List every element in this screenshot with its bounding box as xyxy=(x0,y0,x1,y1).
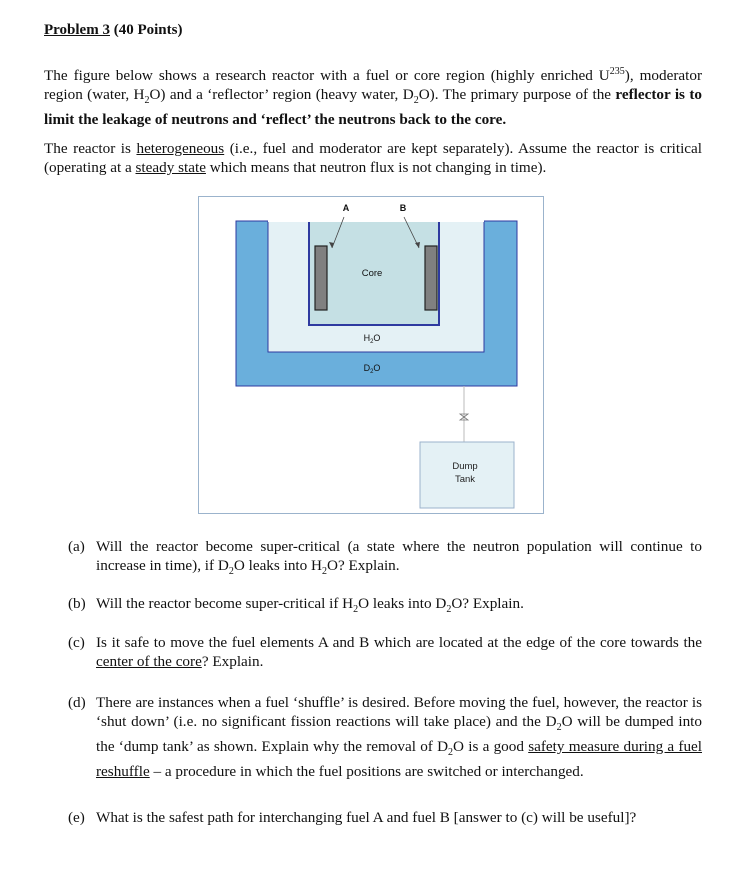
d2o-o: O xyxy=(373,363,381,373)
heterogeneous-term: heterogeneous xyxy=(136,140,225,157)
question-c xyxy=(68,633,702,671)
q-text: Will the reactor become super-critical if H xyxy=(96,595,354,612)
intro-text: O) and a ‘reflector’ region (heavy water, D xyxy=(149,86,414,104)
q-underlined: safety measure during a fuel reshuffle xyxy=(96,738,702,781)
q-text: O leaks into D xyxy=(358,595,447,612)
q-text: O will be dumped into the ‘dump tank’ as shown. Explain why the removal of D xyxy=(96,713,702,756)
question-label: (b) xyxy=(68,595,86,612)
intro-paragraph-2 xyxy=(44,139,702,177)
subscript-2: 2 xyxy=(413,95,419,107)
intro-text: ), moderator region (water, H xyxy=(44,67,702,104)
intro-text: (i.e., fuel and moderator are kept separately). Assume the reactor is critical (operating at a xyxy=(44,140,702,176)
q-sub: 2 xyxy=(228,566,234,578)
q-text: There are instances when a fuel ‘shuffle’ is desired. Before moving the fuel, however, the reactor is ‘shut down’ (i.e. no significant fission reactions will take place) and the D xyxy=(96,694,702,730)
u235-superscript: 235 xyxy=(609,66,625,77)
problem-number: Problem 3 xyxy=(44,22,110,38)
label-a: A xyxy=(342,203,350,213)
q-sub: 2 xyxy=(353,604,359,616)
q-text: ? Explain. xyxy=(201,653,264,670)
subscript-2: 2 xyxy=(144,95,150,107)
intro-text: The reactor is xyxy=(44,140,137,157)
dump-tank-label-1: Dump xyxy=(452,461,478,472)
intro-text: which means that neutron flux is not changing in time). xyxy=(205,159,547,176)
fuel-element-a xyxy=(315,246,327,310)
question-d xyxy=(68,693,702,781)
steady-state-term: steady state xyxy=(135,159,206,176)
label-b: B xyxy=(399,203,407,213)
question-text xyxy=(96,594,702,619)
intro-paragraph-1 xyxy=(44,62,702,129)
d2o-d: D xyxy=(363,363,371,373)
core-label: Core xyxy=(361,268,383,279)
problem-points: (40 Points) xyxy=(113,22,183,38)
q-sub: 2 xyxy=(448,747,454,759)
question-label: (d) xyxy=(68,694,86,711)
q-sub: 2 xyxy=(556,722,562,734)
question-text xyxy=(96,633,702,671)
question-a xyxy=(68,537,702,581)
q-text: What is the safest path for interchanging fuel A and fuel B [answer to (c) will be useful]? xyxy=(96,809,637,826)
question-label: (e) xyxy=(68,809,85,826)
h2o-h: H xyxy=(363,333,371,343)
q-text: O? Explain. xyxy=(327,557,400,574)
question-label: (a) xyxy=(68,538,85,555)
q-underlined: center of the core xyxy=(96,653,202,670)
q-text: O leaks into H xyxy=(233,557,323,574)
dump-tank-label-2: Tank xyxy=(454,474,476,485)
intro-bold-text: reflector is to limit the leakage of neutrons and ‘reflect’ the neutrons back to the core. xyxy=(44,86,702,129)
fuel-element-b xyxy=(425,246,437,310)
q-text: – a procedure in which the fuel positions are switched or interchanged. xyxy=(149,763,584,781)
q-sub: 2 xyxy=(322,566,328,578)
q-text: O? Explain. xyxy=(451,595,524,612)
h2o-sub: 2 xyxy=(370,339,374,345)
intro-text: O). The primary purpose of the xyxy=(418,86,616,104)
q-text: Will the reactor become super-critical (a state where the neutron population will continue to increase in time), if D xyxy=(96,538,702,574)
reactor-diagram xyxy=(198,196,544,514)
d2o-sub: 2 xyxy=(370,369,374,375)
intro-text: The figure below shows a research reactor with a fuel or core region (highly enriched U xyxy=(44,67,610,85)
question-label: (c) xyxy=(68,634,85,651)
question-text xyxy=(96,537,702,581)
q-sub: 2 xyxy=(446,604,452,616)
question-b xyxy=(68,594,702,619)
q-text: O is a good xyxy=(453,738,529,756)
problem-title xyxy=(44,22,182,39)
h2o-o: O xyxy=(373,333,381,343)
question-text xyxy=(96,693,702,781)
question-text xyxy=(96,808,702,827)
q-text: Is it safe to move the fuel elements A and B which are located at the edge of the core towards the xyxy=(96,634,702,651)
question-e xyxy=(68,808,702,827)
